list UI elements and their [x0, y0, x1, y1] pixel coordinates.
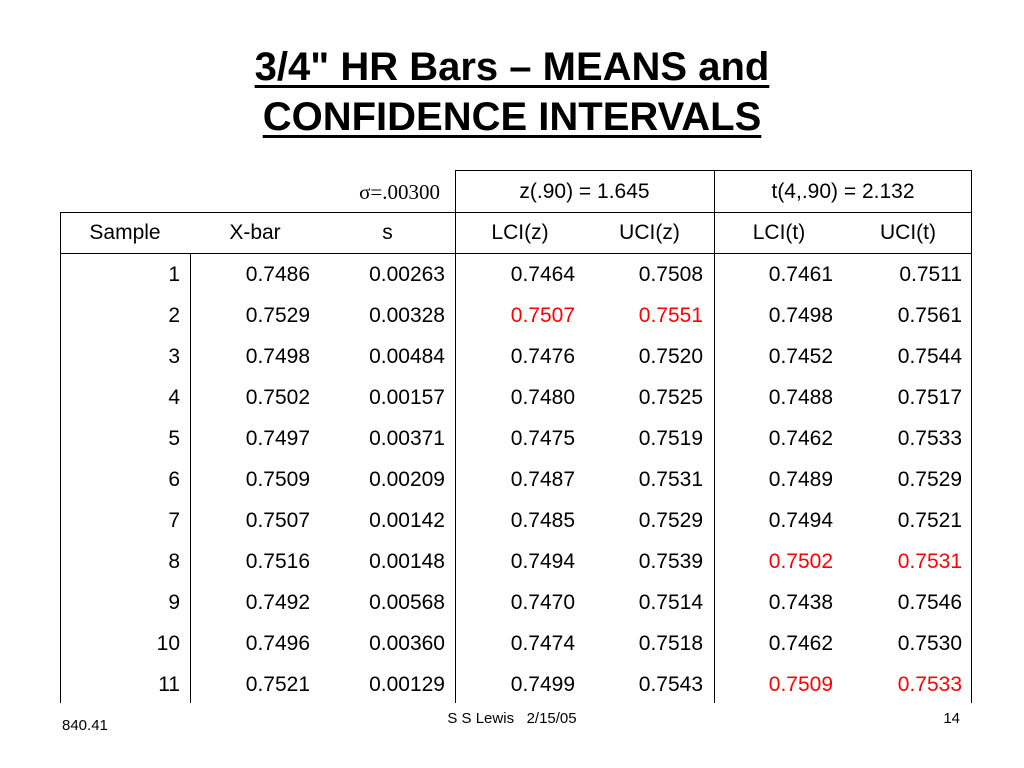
cell-sample: 9 — [168, 591, 180, 614]
cell-lci-z: 0.7475 — [510, 427, 575, 450]
cell-xbar: 0.7516 — [245, 550, 310, 573]
cell-uci-z: 0.7551 — [638, 304, 703, 327]
cell-sample: 2 — [168, 304, 180, 327]
cell-lci-t: 0.7462 — [768, 632, 833, 655]
cell-s: 0.00568 — [369, 591, 445, 614]
title-line-2: CONFIDENCE INTERVALS — [262, 95, 762, 139]
cell-s: 0.00157 — [369, 386, 445, 409]
cell-lci-z: 0.7476 — [510, 345, 575, 368]
footer-course-number: 840.41 — [62, 717, 108, 734]
header-bottom-border — [60, 253, 972, 254]
cell-lci-z: 0.7480 — [510, 386, 575, 409]
cell-uci-t: 0.7561 — [897, 304, 962, 327]
cell-lci-t: 0.7509 — [768, 673, 833, 696]
cell-lci-t: 0.7462 — [768, 427, 833, 450]
cell-s: 0.00129 — [369, 673, 445, 696]
cell-lci-t: 0.7502 — [768, 550, 833, 573]
cell-xbar: 0.7529 — [245, 304, 310, 327]
cell-uci-t: 0.7517 — [897, 386, 962, 409]
cell-lci-t: 0.7494 — [768, 509, 833, 532]
cell-s: 0.00328 — [369, 304, 445, 327]
cell-uci-z: 0.7539 — [638, 550, 703, 573]
cell-uci-t: 0.7531 — [897, 550, 962, 573]
cell-sample: 5 — [168, 427, 180, 450]
cell-sample: 6 — [168, 468, 180, 491]
cell-uci-z: 0.7519 — [638, 427, 703, 450]
slide-title — [0, 42, 1024, 142]
header-uci-t: UCI(t) — [880, 221, 936, 244]
cell-uci-z: 0.7514 — [638, 591, 703, 614]
cell-sample: 1 — [168, 263, 180, 286]
confidence-interval-table — [60, 170, 972, 703]
cell-xbar: 0.7496 — [245, 632, 310, 655]
cell-s: 0.00142 — [369, 509, 445, 532]
cell-uci-t: 0.7533 — [897, 427, 962, 450]
cell-uci-t: 0.7533 — [897, 673, 962, 696]
cell-lci-t: 0.7461 — [768, 263, 833, 286]
cell-lci-t: 0.7452 — [768, 345, 833, 368]
cell-uci-z: 0.7508 — [638, 263, 703, 286]
header-sample: Sample — [89, 221, 161, 244]
cell-xbar: 0.7509 — [245, 468, 310, 491]
cell-s: 0.00371 — [369, 427, 445, 450]
t-value-label: t(4,.90) = 2.132 — [771, 180, 915, 203]
cell-lci-z: 0.7464 — [510, 263, 575, 286]
sigma-label: σ=.00300 — [359, 180, 440, 204]
cell-lci-t: 0.7498 — [768, 304, 833, 327]
header-uci-z: UCI(z) — [619, 221, 680, 244]
cell-sample: 7 — [168, 509, 180, 532]
cell-xbar: 0.7521 — [245, 673, 310, 696]
cell-uci-t: 0.7521 — [897, 509, 962, 532]
cell-uci-t: 0.7530 — [897, 632, 962, 655]
header-xbar: X-bar — [229, 221, 281, 244]
cell-sample: 4 — [168, 386, 180, 409]
cell-uci-t: 0.7546 — [897, 591, 962, 614]
cell-sample: 10 — [156, 632, 180, 655]
cell-uci-t: 0.7529 — [897, 468, 962, 491]
cell-xbar: 0.7507 — [245, 509, 310, 532]
header-s: s — [382, 221, 393, 244]
cell-uci-z: 0.7520 — [638, 345, 703, 368]
title-line-1: 3/4" HR Bars – MEANS and — [254, 45, 770, 89]
footer-page-number: 14 — [943, 710, 960, 727]
cell-lci-z: 0.7487 — [510, 468, 575, 491]
cell-s: 0.00148 — [369, 550, 445, 573]
cell-lci-z: 0.7499 — [510, 673, 575, 696]
cell-xbar: 0.7486 — [245, 263, 310, 286]
cell-lci-t: 0.7438 — [768, 591, 833, 614]
cell-lci-z: 0.7507 — [510, 304, 575, 327]
cell-xbar: 0.7497 — [245, 427, 310, 450]
header-lci-z: LCI(z) — [491, 221, 549, 244]
cell-s: 0.00209 — [369, 468, 445, 491]
cell-sample: 11 — [158, 673, 180, 696]
cell-s: 0.00360 — [369, 632, 445, 655]
cell-lci-z: 0.7474 — [510, 632, 575, 655]
footer-author-date: S S Lewis 2/15/05 — [447, 710, 577, 727]
z-value-label: z(.90) = 1.645 — [519, 180, 650, 203]
cell-s: 0.00263 — [369, 263, 445, 286]
cell-uci-z: 0.7525 — [638, 386, 703, 409]
cell-s: 0.00484 — [369, 345, 445, 368]
cell-uci-z: 0.7529 — [638, 509, 703, 532]
cell-uci-z: 0.7518 — [638, 632, 703, 655]
cell-xbar: 0.7492 — [245, 591, 310, 614]
cell-xbar: 0.7502 — [245, 386, 310, 409]
cell-uci-t: 0.7511 — [899, 263, 962, 286]
cell-lci-z: 0.7494 — [510, 550, 575, 573]
cell-uci-t: 0.7544 — [897, 345, 962, 368]
cell-sample: 8 — [168, 550, 180, 573]
cell-sample: 3 — [168, 345, 180, 368]
cell-lci-t: 0.7489 — [768, 468, 833, 491]
cell-lci-t: 0.7488 — [768, 386, 833, 409]
cell-lci-z: 0.7470 — [510, 591, 575, 614]
header-lci-t: LCI(t) — [752, 221, 806, 244]
cell-uci-z: 0.7543 — [638, 673, 703, 696]
cell-xbar: 0.7498 — [245, 345, 310, 368]
cell-lci-z: 0.7485 — [510, 509, 575, 532]
cell-uci-z: 0.7531 — [638, 468, 703, 491]
